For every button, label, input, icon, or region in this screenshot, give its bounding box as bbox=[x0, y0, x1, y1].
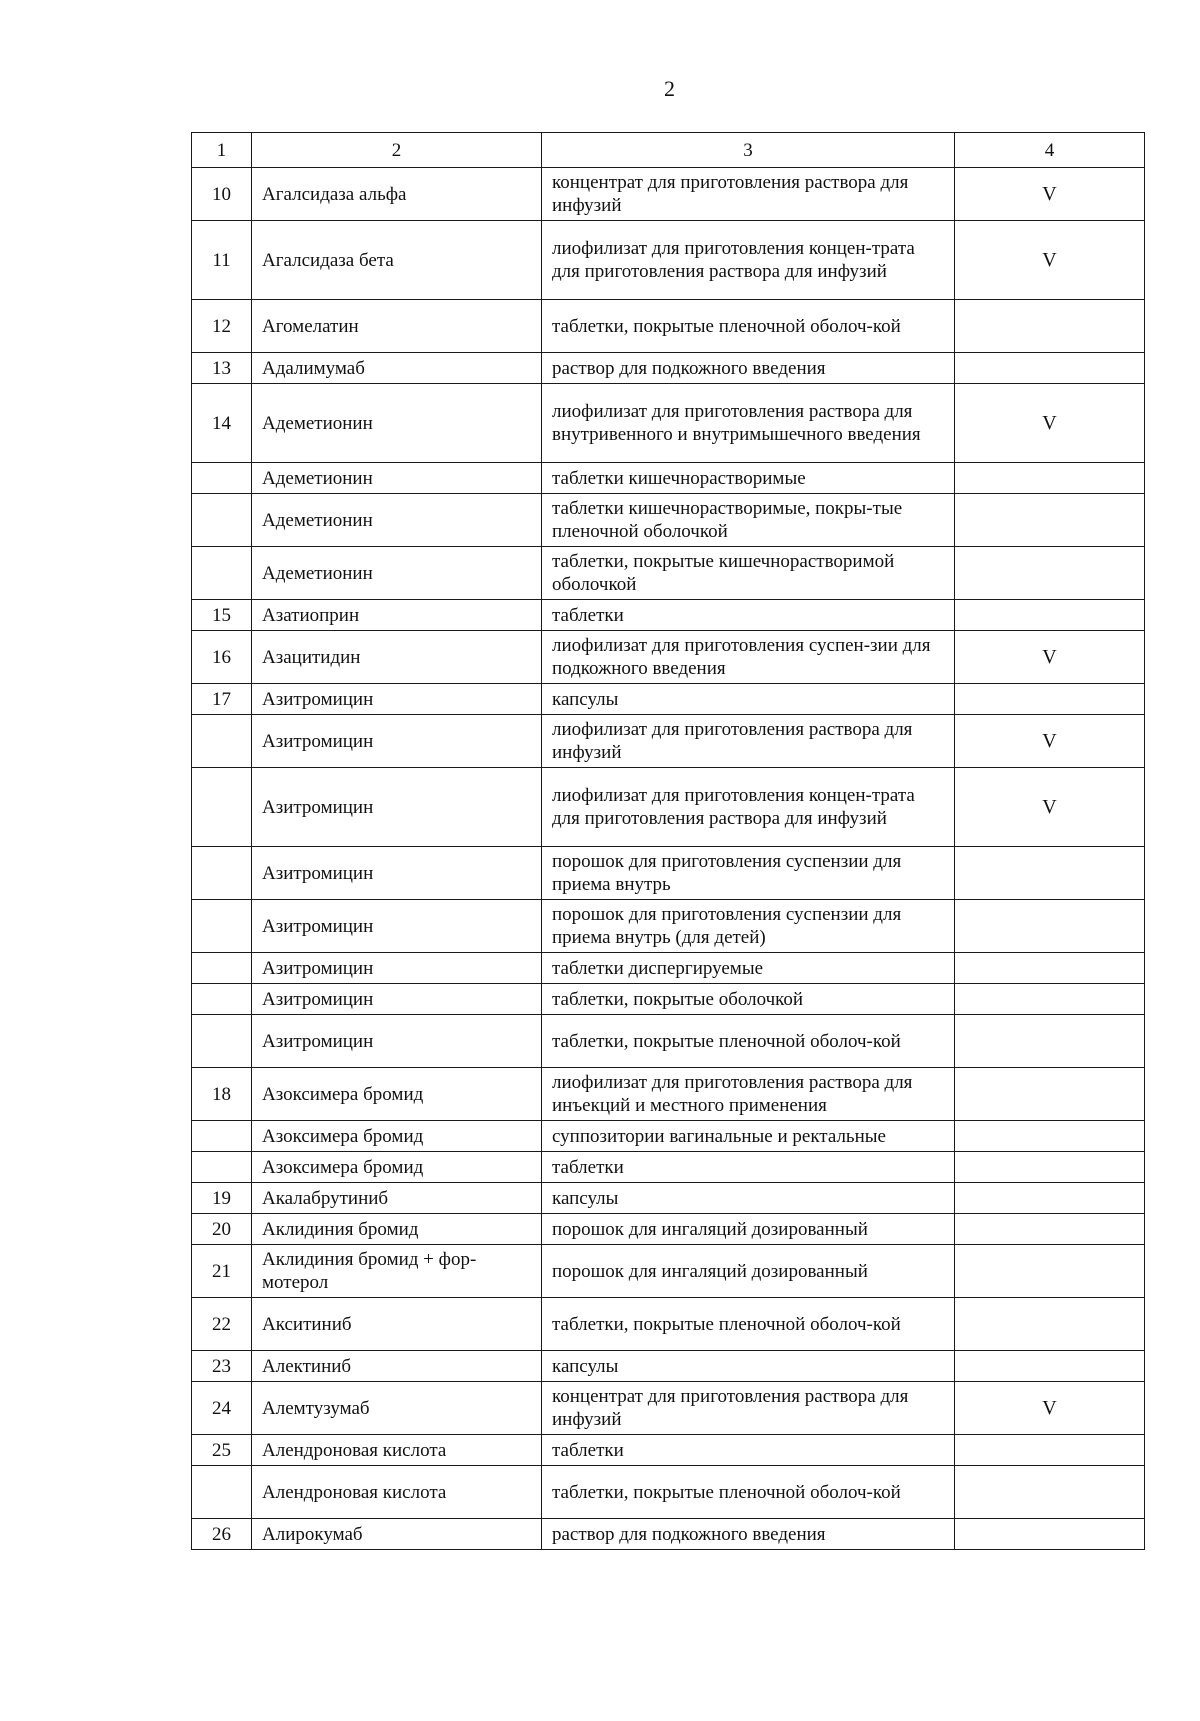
dosage-form-cell: таблетки, покрытые пленочной оболоч-кой bbox=[542, 300, 955, 353]
drug-name-cell: Азитромицин bbox=[252, 900, 542, 953]
table-header-row bbox=[192, 133, 1145, 168]
dosage-form-cell: таблетки, покрытые пленочной оболоч-кой bbox=[542, 1298, 955, 1351]
row-number-cell bbox=[192, 900, 252, 953]
row-number-cell: 16 bbox=[192, 631, 252, 684]
mark-cell bbox=[955, 1152, 1145, 1183]
mark-cell: V bbox=[955, 384, 1145, 463]
drug-name-cell: Аклидиния бромид bbox=[252, 1214, 542, 1245]
table-row bbox=[192, 1382, 1145, 1435]
dosage-form-cell: порошок для приготовления суспензии для приема внутрь bbox=[542, 847, 955, 900]
dosage-form-cell: таблетки, покрытые оболочкой bbox=[542, 984, 955, 1015]
dosage-form-cell: таблетки bbox=[542, 1152, 955, 1183]
table-row bbox=[192, 384, 1145, 463]
row-number-cell: 15 bbox=[192, 600, 252, 631]
row-number-cell: 13 bbox=[192, 353, 252, 384]
row-number-cell: 18 bbox=[192, 1068, 252, 1121]
row-number-cell: 12 bbox=[192, 300, 252, 353]
dosage-form-cell: лиофилизат для приготовления раствора для инъекций и местного применения bbox=[542, 1068, 955, 1121]
drug-name-cell: Алирокумаб bbox=[252, 1519, 542, 1550]
mark-cell bbox=[955, 1183, 1145, 1214]
mark-cell bbox=[955, 1298, 1145, 1351]
drug-name-cell: Адеметионин bbox=[252, 463, 542, 494]
drug-name-cell: Алемтузумаб bbox=[252, 1382, 542, 1435]
drug-name-cell: Азитромицин bbox=[252, 715, 542, 768]
table-row bbox=[192, 684, 1145, 715]
table-row bbox=[192, 715, 1145, 768]
mark-cell bbox=[955, 353, 1145, 384]
table-row bbox=[192, 984, 1145, 1015]
table-row bbox=[192, 1245, 1145, 1298]
table-row bbox=[192, 1466, 1145, 1519]
row-number-cell: 24 bbox=[192, 1382, 252, 1435]
dosage-form-cell: таблетки кишечнорастворимые bbox=[542, 463, 955, 494]
header-cell-name: 2 bbox=[252, 133, 542, 168]
mark-cell bbox=[955, 900, 1145, 953]
dosage-form-cell: порошок для ингаляций дозированный bbox=[542, 1245, 955, 1298]
drug-name-cell: Агалсидаза альфа bbox=[252, 168, 542, 221]
row-number-cell bbox=[192, 1466, 252, 1519]
dosage-form-cell: капсулы bbox=[542, 684, 955, 715]
table-row bbox=[192, 1214, 1145, 1245]
row-number-cell bbox=[192, 953, 252, 984]
drug-name-cell: Алектиниб bbox=[252, 1351, 542, 1382]
mark-cell: V bbox=[955, 168, 1145, 221]
table-row bbox=[192, 547, 1145, 600]
row-number-cell: 11 bbox=[192, 221, 252, 300]
row-number-cell bbox=[192, 1121, 252, 1152]
row-number-cell bbox=[192, 463, 252, 494]
drug-name-cell: Аклидиния бромид + фор-мотерол bbox=[252, 1245, 542, 1298]
row-number-cell: 25 bbox=[192, 1435, 252, 1466]
dosage-form-cell: концентрат для приготовления раствора для инфузий bbox=[542, 168, 955, 221]
mark-cell bbox=[955, 1121, 1145, 1152]
drug-name-cell: Акалабрутиниб bbox=[252, 1183, 542, 1214]
row-number-cell: 26 bbox=[192, 1519, 252, 1550]
dosage-form-cell: таблетки, покрытые пленочной оболоч-кой bbox=[542, 1015, 955, 1068]
row-number-cell: 23 bbox=[192, 1351, 252, 1382]
mark-cell bbox=[955, 494, 1145, 547]
mark-cell bbox=[955, 1245, 1145, 1298]
drug-name-cell: Азоксимера бромид bbox=[252, 1152, 542, 1183]
table-row bbox=[192, 1298, 1145, 1351]
drug-list-table bbox=[191, 132, 1145, 1550]
table-row bbox=[192, 300, 1145, 353]
row-number-cell bbox=[192, 847, 252, 900]
mark-cell bbox=[955, 1351, 1145, 1382]
row-number-cell bbox=[192, 1015, 252, 1068]
dosage-form-cell: таблетки bbox=[542, 600, 955, 631]
row-number-cell: 10 bbox=[192, 168, 252, 221]
drug-name-cell: Алендроновая кислота bbox=[252, 1466, 542, 1519]
mark-cell bbox=[955, 600, 1145, 631]
table-row bbox=[192, 1068, 1145, 1121]
mark-cell bbox=[955, 463, 1145, 494]
mark-cell bbox=[955, 1519, 1145, 1550]
drug-name-cell: Алендроновая кислота bbox=[252, 1435, 542, 1466]
dosage-form-cell: таблетки bbox=[542, 1435, 955, 1466]
mark-cell bbox=[955, 684, 1145, 715]
drug-name-cell: Адалимумаб bbox=[252, 353, 542, 384]
mark-cell: V bbox=[955, 631, 1145, 684]
drug-name-cell: Азоксимера бромид bbox=[252, 1121, 542, 1152]
mark-cell: V bbox=[955, 768, 1145, 847]
dosage-form-cell: раствор для подкожного введения bbox=[542, 353, 955, 384]
drug-name-cell: Агалсидаза бета bbox=[252, 221, 542, 300]
drug-name-cell: Азитромицин bbox=[252, 1015, 542, 1068]
table-row bbox=[192, 221, 1145, 300]
mark-cell bbox=[955, 1466, 1145, 1519]
drug-name-cell: Адеметионин bbox=[252, 384, 542, 463]
table-row bbox=[192, 1121, 1145, 1152]
table-row bbox=[192, 1015, 1145, 1068]
drug-name-cell: Азоксимера бромид bbox=[252, 1068, 542, 1121]
dosage-form-cell: лиофилизат для приготовления раствора для внутривенного и внутримышечного введения bbox=[542, 384, 955, 463]
row-number-cell: 17 bbox=[192, 684, 252, 715]
dosage-form-cell: порошок для ингаляций дозированный bbox=[542, 1214, 955, 1245]
table-row bbox=[192, 900, 1145, 953]
row-number-cell: 21 bbox=[192, 1245, 252, 1298]
drug-name-cell: Азитромицин bbox=[252, 768, 542, 847]
table-row bbox=[192, 1435, 1145, 1466]
header-cell-number: 1 bbox=[192, 133, 252, 168]
dosage-form-cell: раствор для подкожного введения bbox=[542, 1519, 955, 1550]
drug-name-cell: Азитромицин bbox=[252, 953, 542, 984]
dosage-form-cell: таблетки, покрытые кишечнорастворимой оболочкой bbox=[542, 547, 955, 600]
row-number-cell bbox=[192, 768, 252, 847]
table-row bbox=[192, 631, 1145, 684]
mark-cell bbox=[955, 953, 1145, 984]
mark-cell bbox=[955, 847, 1145, 900]
table-row bbox=[192, 168, 1145, 221]
table-row bbox=[192, 953, 1145, 984]
table-row bbox=[192, 1351, 1145, 1382]
header-cell-mark: 4 bbox=[955, 133, 1145, 168]
drug-name-cell: Адеметионин bbox=[252, 547, 542, 600]
dosage-form-cell: таблетки диспергируемые bbox=[542, 953, 955, 984]
row-number-cell bbox=[192, 494, 252, 547]
table-row bbox=[192, 847, 1145, 900]
table-row bbox=[192, 768, 1145, 847]
mark-cell bbox=[955, 1015, 1145, 1068]
table-row bbox=[192, 600, 1145, 631]
dosage-form-cell: концентрат для приготовления раствора для инфузий bbox=[542, 1382, 955, 1435]
table-row bbox=[192, 1519, 1145, 1550]
drug-name-cell: Агомелатин bbox=[252, 300, 542, 353]
dosage-form-cell: таблетки, покрытые пленочной оболоч-кой bbox=[542, 1466, 955, 1519]
row-number-cell bbox=[192, 984, 252, 1015]
row-number-cell bbox=[192, 547, 252, 600]
mark-cell bbox=[955, 300, 1145, 353]
drug-name-cell: Азатиоприн bbox=[252, 600, 542, 631]
header-cell-form: 3 bbox=[542, 133, 955, 168]
dosage-form-cell: лиофилизат для приготовления концен-трата для приготовления раствора для инфузий bbox=[542, 221, 955, 300]
page-number: 2 bbox=[664, 76, 675, 101]
dosage-form-cell: порошок для приготовления суспензии для приема внутрь (для детей) bbox=[542, 900, 955, 953]
mark-cell bbox=[955, 547, 1145, 600]
drug-name-cell: Акситиниб bbox=[252, 1298, 542, 1351]
drug-name-cell: Адеметионин bbox=[252, 494, 542, 547]
row-number-cell: 14 bbox=[192, 384, 252, 463]
mark-cell: V bbox=[955, 715, 1145, 768]
mark-cell bbox=[955, 1214, 1145, 1245]
drug-name-cell: Азитромицин bbox=[252, 684, 542, 715]
dosage-form-cell: капсулы bbox=[542, 1351, 955, 1382]
table-row bbox=[192, 353, 1145, 384]
dosage-form-cell: лиофилизат для приготовления суспен-зии для подкожного введения bbox=[542, 631, 955, 684]
table-row bbox=[192, 1152, 1145, 1183]
dosage-form-cell: лиофилизат для приготовления раствора для инфузий bbox=[542, 715, 955, 768]
mark-cell bbox=[955, 984, 1145, 1015]
table-row bbox=[192, 494, 1145, 547]
mark-cell bbox=[955, 1435, 1145, 1466]
row-number-cell: 22 bbox=[192, 1298, 252, 1351]
mark-cell: V bbox=[955, 1382, 1145, 1435]
dosage-form-cell: лиофилизат для приготовления концен-трата для приготовления раствора для инфузий bbox=[542, 768, 955, 847]
table-row bbox=[192, 1183, 1145, 1214]
dosage-form-cell: таблетки кишечнорастворимые, покры-тые пленочной оболочкой bbox=[542, 494, 955, 547]
drug-name-cell: Азитромицин bbox=[252, 847, 542, 900]
drug-name-cell: Азацитидин bbox=[252, 631, 542, 684]
table-row bbox=[192, 463, 1145, 494]
row-number-cell bbox=[192, 1152, 252, 1183]
mark-cell: V bbox=[955, 221, 1145, 300]
drug-name-cell: Азитромицин bbox=[252, 984, 542, 1015]
dosage-form-cell: суппозитории вагинальные и ректальные bbox=[542, 1121, 955, 1152]
row-number-cell: 20 bbox=[192, 1214, 252, 1245]
row-number-cell bbox=[192, 715, 252, 768]
dosage-form-cell: капсулы bbox=[542, 1183, 955, 1214]
row-number-cell: 19 bbox=[192, 1183, 252, 1214]
mark-cell bbox=[955, 1068, 1145, 1121]
